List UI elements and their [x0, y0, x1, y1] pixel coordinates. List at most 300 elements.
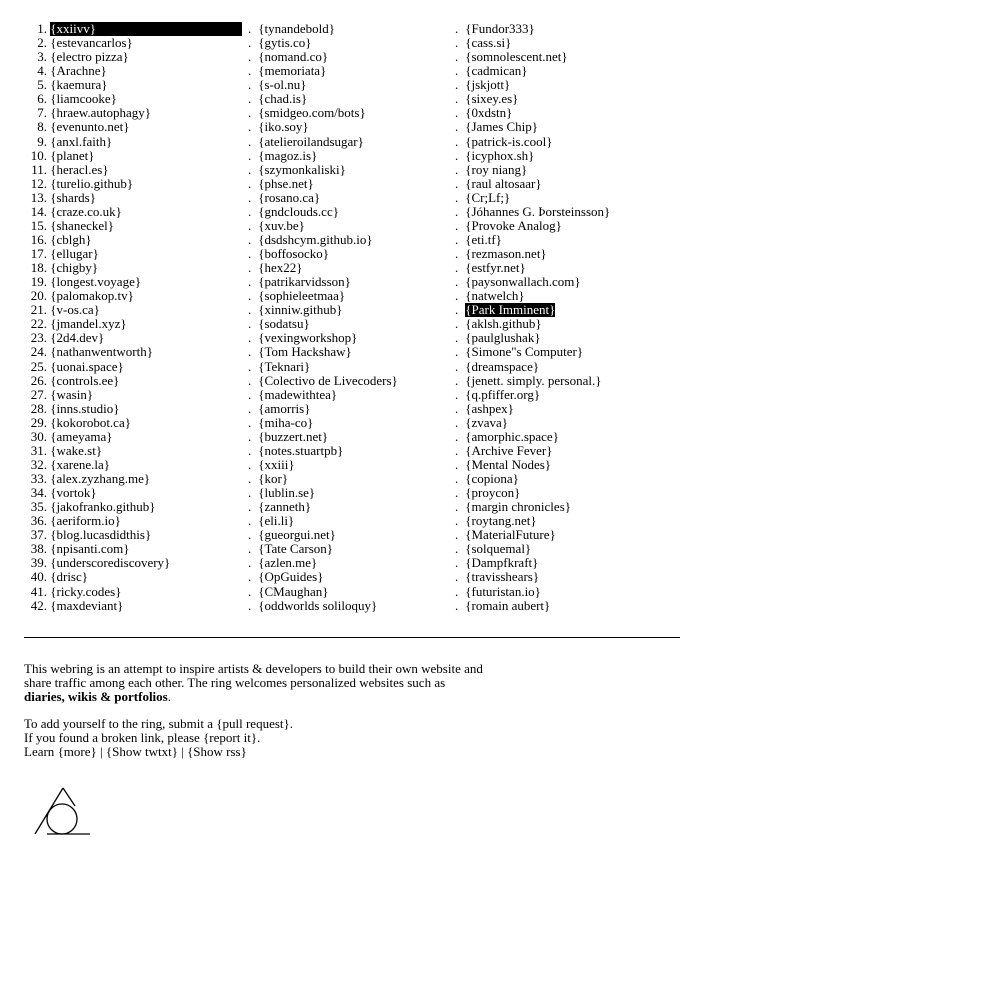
ring-link-travisshears[interactable]: {travisshears} [465, 569, 540, 585]
ring-entry-number: . [455, 428, 459, 444]
ring-entry [455, 430, 680, 444]
ring-link-vortok[interactable]: {vortok} [50, 485, 97, 501]
ring-link-provoke-analog[interactable]: {Provoke Analog} [465, 217, 562, 233]
ring-entry [455, 22, 680, 36]
ring-entry-number: 20. [30, 288, 47, 304]
ring-entry [24, 275, 242, 289]
ring-entry [455, 233, 680, 247]
ring-link-azlen-me[interactable]: {azlen.me} [258, 555, 318, 571]
ring-link-palomakop-tv[interactable]: {palomakop.tv} [50, 288, 134, 304]
ring-entry-number: 4. [37, 63, 47, 79]
ring-link-icyphox-sh[interactable]: {icyphox.sh} [465, 147, 535, 163]
ring-link-heracl-es[interactable]: {heracl.es} [50, 161, 109, 177]
ring-entry [248, 500, 448, 514]
ring-entry [24, 50, 242, 64]
ring-link-nathanwentworth[interactable]: {nathanwentworth} [50, 344, 153, 360]
ring-entry-number: . [248, 105, 252, 121]
ring-link-lublin-se[interactable]: {lublin.se} [258, 485, 316, 501]
ring-entry [24, 345, 242, 359]
ring-entry [248, 106, 448, 120]
ring-link-teknari[interactable]: {Teknari} [258, 358, 311, 374]
webring-logo-icon [33, 786, 93, 842]
ring-entry-number: . [248, 400, 252, 416]
ring-entry-number: . [455, 21, 459, 36]
ring-link-opguides[interactable]: {OpGuides} [258, 569, 324, 585]
ring-link-solquemal[interactable]: {solquemal} [465, 541, 532, 557]
ring-link-raul-altosaar[interactable]: {raul altosaar} [465, 175, 542, 191]
show-twtxt-link[interactable]: {Show twtxt} [105, 744, 178, 759]
ring-entry-number: . [455, 77, 459, 93]
ring-entry-number: . [455, 372, 459, 388]
ring-link-dreamspace[interactable]: {dreamspace} [465, 358, 540, 374]
ring-entry-number: . [248, 456, 252, 472]
ring-entry [455, 585, 680, 599]
ring-entry-number: . [248, 555, 252, 571]
ring-entry [24, 261, 242, 275]
ring-entry [24, 472, 242, 486]
ring-link-rosano-ca[interactable]: {rosano.ca} [258, 189, 321, 205]
ring-entry-number: 28. [30, 400, 47, 416]
ring-link-xinniw-github[interactable]: {xinniw.github} [258, 302, 343, 318]
ring-link-ricky-codes[interactable]: {ricky.codes} [50, 583, 122, 599]
ring-entry [24, 402, 242, 416]
ring-entry [248, 78, 448, 92]
ring-entry [248, 36, 448, 50]
ring-entry [248, 149, 448, 163]
ring-link-kokorobot-ca[interactable]: {kokorobot.ca} [50, 414, 131, 430]
ring-entry-number: . [455, 400, 459, 416]
ring-entry-number: . [455, 288, 459, 304]
ring-entry [24, 78, 242, 92]
ring-entry-number: . [455, 386, 459, 402]
ring-link-futuristan-io[interactable]: {futuristan.io} [465, 583, 541, 599]
ring-entry-number: 2. [37, 35, 47, 51]
ring-entry-number: 41. [30, 583, 47, 599]
ring-link-margin-chronicles[interactable]: {margin chronicles} [465, 499, 571, 515]
ring-link-estfyr-net[interactable]: {estfyr.net} [465, 260, 526, 276]
ring-entry-number: . [248, 442, 252, 458]
ring-link-alex-zyzhang-me[interactable]: {alex.zyzhang.me} [50, 471, 151, 486]
ring-link-cblgh[interactable]: {cblgh} [50, 231, 92, 247]
ring-entry-number: 5. [37, 77, 47, 93]
ring-link-paulglushak[interactable]: {paulglushak} [465, 330, 541, 346]
ring-entry-number: 7. [37, 105, 47, 121]
ring-entry-number: . [455, 527, 459, 543]
ring-link-somnolescent-net[interactable]: {somnolescent.net} [465, 49, 568, 65]
ring-link-xxiivv[interactable]: {xxiivv} [50, 22, 242, 36]
ring-link-rezmason-net[interactable]: {rezmason.net} [465, 246, 547, 261]
ring-entry [455, 261, 680, 275]
ring-link-zvava[interactable]: {zvava} [465, 414, 509, 430]
ring-link-gueorgui-net[interactable]: {gueorgui.net} [258, 527, 336, 543]
ring-link-hex22[interactable]: {hex22} [258, 260, 303, 276]
ring-entry-number: . [455, 133, 459, 149]
ring-link-patrick-is-cool[interactable]: {patrick-is.cool} [465, 133, 553, 149]
ring-link-materialfuture[interactable]: {MaterialFuture} [465, 527, 556, 543]
ring-entry [248, 458, 448, 472]
ring-entry-number: . [455, 147, 459, 163]
report-it-link[interactable]: {report it} [203, 730, 258, 745]
ring-entry [248, 585, 448, 599]
ring-entry-number: . [248, 358, 252, 374]
ring-link-magoz-is[interactable]: {magoz.is} [258, 147, 318, 163]
ring-link-uonai-space[interactable]: {uonai.space} [50, 358, 124, 374]
ring-link-electro-pizza[interactable]: {electro pizza} [50, 49, 129, 65]
ring-entry [24, 219, 242, 233]
ring-link-eti-tf[interactable]: {eti.tf} [465, 231, 502, 247]
ring-link-xuv-be[interactable]: {xuv.be} [258, 217, 305, 233]
ring-entry-number: . [248, 499, 252, 515]
show-rss-link[interactable]: {Show rss} [187, 744, 247, 759]
ring-entry [24, 556, 242, 570]
ring-link-james-chip[interactable]: {James Chip} [465, 119, 539, 135]
ring-entry [455, 219, 680, 233]
divider [24, 637, 680, 638]
broken-text: If you found a broken link, please [24, 730, 204, 745]
ring-link-blog-lucasdidthis[interactable]: {blog.lucasdidthis} [50, 527, 152, 543]
ring-entry-number: . [248, 372, 252, 388]
ring-entry [24, 528, 242, 542]
ring-link-tynandebold[interactable]: {tynandebold} [258, 21, 335, 36]
ring-link-simone-s-computer[interactable]: {Simone"s Computer} [465, 344, 584, 360]
ring-entry [248, 416, 448, 430]
ring-link-jenett-simply-personal[interactable]: {jenett. simply. personal.} [465, 372, 602, 388]
ring-link-park-imminent[interactable]: {Park Imminent} [465, 302, 556, 318]
ring-entry-number: . [455, 49, 459, 65]
ring-entry [455, 416, 680, 430]
ring-entry-number: . [248, 147, 252, 163]
ring-entry-number: 35. [30, 499, 47, 515]
ring-entry-number: . [455, 119, 459, 135]
ring-link-gndclouds-cc[interactable]: {gndclouds.cc} [258, 203, 339, 219]
ring-link-dsdshcym-github-io[interactable]: {dsdshcym.github.io} [258, 231, 373, 247]
ring-entry [248, 261, 448, 275]
ring-link-jakofranko-github[interactable]: {jakofranko.github} [50, 499, 156, 515]
ring-entry [248, 374, 448, 388]
ring-link-2d4-dev[interactable]: {2d4.dev} [50, 330, 105, 346]
ring-link-turelio-github[interactable]: {turelio.github} [50, 175, 134, 191]
ring-entry [455, 331, 680, 345]
ring-entry-number: 34. [30, 485, 47, 501]
ring-column-2 [248, 22, 448, 613]
ring-link-atelieroilandsugar[interactable]: {atelieroilandsugar} [258, 133, 364, 149]
ring-entry-number: 29. [30, 414, 47, 430]
ring-entry [248, 570, 448, 584]
ring-link-nomand-co[interactable]: {nomand.co} [258, 49, 329, 65]
ring-link-aklsh-github[interactable]: {aklsh.github} [465, 316, 542, 332]
ring-link-xarene-la[interactable]: {xarene.la} [50, 456, 111, 472]
ring-entry-number: . [248, 161, 252, 177]
ring-link-eli-li[interactable]: {eli.li} [258, 513, 295, 529]
ring-entry [455, 570, 680, 584]
ring-entry [248, 444, 448, 458]
ring-link-s-ol-nu[interactable]: {s-ol.nu} [258, 77, 307, 93]
ring-entry-number: . [455, 302, 459, 318]
ring-link-miha-co[interactable]: {miha-co} [258, 414, 314, 430]
ring-entry [24, 388, 242, 402]
ring-entry-number: 30. [30, 428, 47, 444]
ring-entry [248, 191, 448, 205]
ring-entry [24, 247, 242, 261]
ring-entry-number: 33. [30, 471, 47, 486]
ring-entry [248, 528, 448, 542]
ring-entry-number: . [248, 63, 252, 79]
ring-entry-number: . [248, 569, 252, 585]
ring-link-tom-hackshaw[interactable]: {Tom Hackshaw} [258, 344, 352, 360]
ring-entry-number: 21. [30, 302, 47, 318]
ring-link-shaneckel[interactable]: {shaneckel} [50, 217, 114, 233]
ring-entry-number: . [248, 189, 252, 205]
ring-entry [24, 289, 242, 303]
ring-link-sixey-es[interactable]: {sixey.es} [465, 91, 519, 107]
ring-entry [455, 317, 680, 331]
ring-entry-number: 19. [30, 274, 47, 290]
ring-entry [455, 458, 680, 472]
ring-entry [24, 303, 242, 317]
ring-column-1 [24, 22, 242, 613]
ring-link-zanneth[interactable]: {zanneth} [258, 499, 312, 515]
ring-entry [24, 458, 242, 472]
ring-entry [24, 500, 242, 514]
ring-link-copiona[interactable]: {copiona} [465, 471, 519, 486]
ring-entry-number: 36. [30, 513, 47, 529]
ring-entry-number: 17. [30, 246, 47, 261]
ring-entry-number: 22. [30, 316, 47, 332]
ring-link-inns-studio[interactable]: {inns.studio} [50, 400, 120, 416]
ring-entry [455, 345, 680, 359]
ring-link-0xdstn[interactable]: {0xdstn} [465, 105, 513, 121]
ring-entry [455, 191, 680, 205]
ring-link-cmaughan[interactable]: {CMaughan} [258, 583, 329, 599]
ring-link-chad-is[interactable]: {chad.is} [258, 91, 308, 107]
ring-link-evenunto-net[interactable]: {evenunto.net} [50, 119, 130, 135]
ring-link-q-pfiffer-org[interactable]: {q.pfiffer.org} [465, 386, 541, 402]
ring-link-arachne[interactable]: {Arachne} [50, 63, 107, 79]
ring-link-romain-aubert[interactable]: {romain aubert} [465, 597, 551, 613]
ring-link-oddworlds-soliloquy[interactable]: {oddworlds soliloquy} [258, 597, 378, 613]
ring-entry-number: . [455, 246, 459, 261]
ring-entry-number: 25. [30, 358, 47, 374]
ring-entry-number: . [455, 35, 459, 51]
ring-link-npisanti-com[interactable]: {npisanti.com} [50, 541, 130, 557]
ring-entry-number: . [455, 513, 459, 529]
ring-entry [455, 514, 680, 528]
ring-link-dampfkraft[interactable]: {Dampfkraft} [465, 555, 539, 571]
ring-link-ameyama[interactable]: {ameyama} [50, 428, 113, 444]
ring-link-phse-net[interactable]: {phse.net} [258, 175, 314, 191]
ring-entry-number: . [248, 119, 252, 135]
ring-entry [248, 514, 448, 528]
ring-entry-number: . [455, 161, 459, 177]
ring-link-iko-soy[interactable]: {iko.soy} [258, 119, 309, 135]
ring-entry [455, 374, 680, 388]
ring-entry [455, 64, 680, 78]
ring-entry [248, 430, 448, 444]
ring-entry-number: . [248, 414, 252, 430]
ring-link-boffosocko[interactable]: {boffosocko} [258, 246, 329, 261]
ring-entry-number: . [455, 414, 459, 430]
more-link[interactable]: {more} [57, 744, 97, 759]
ring-link-ellugar[interactable]: {ellugar} [50, 246, 99, 261]
ring-entry [455, 486, 680, 500]
ring-entry-number: . [455, 105, 459, 121]
intro-end: . [167, 689, 171, 704]
ring-link-patrikarvidsson[interactable]: {patrikarvidsson} [258, 274, 351, 290]
ring-entry [24, 331, 242, 345]
ring-link-tate-carson[interactable]: {Tate Carson} [258, 541, 333, 557]
ring-entry [455, 472, 680, 486]
ring-entry-number: . [248, 260, 252, 276]
ring-link-v-os-ca[interactable]: {v-os.ca} [50, 302, 100, 318]
ring-link-aeriform-io[interactable]: {aeriform.io} [50, 513, 121, 529]
learn-text: Learn [24, 744, 58, 759]
ring-link-chigby[interactable]: {chigby} [50, 260, 99, 276]
separator: | [96, 744, 106, 759]
ring-entry [24, 177, 242, 191]
ring-link-colectivo-de-livecoders[interactable]: {Colectivo de Livecoders} [258, 372, 398, 388]
ring-link-amorris[interactable]: {amorris} [258, 400, 311, 416]
add-text: To add yourself to the ring, submit a [24, 716, 217, 731]
ring-link-jmandel-xyz[interactable]: {jmandel.xyz} [50, 316, 127, 332]
ring-entry-number: 3. [37, 49, 47, 65]
ring-link-roy-niang[interactable]: {roy niang} [465, 161, 528, 177]
ring-entry-number: 11. [31, 161, 47, 177]
ring-entry [24, 22, 242, 36]
ring-entry-number: . [455, 231, 459, 247]
ring-link-anxl-faith[interactable]: {anxl.faith} [50, 133, 113, 149]
ring-entry [455, 163, 680, 177]
ring-link-estevancarlos[interactable]: {estevancarlos} [50, 35, 133, 51]
ring-link-kor[interactable]: {kor} [258, 471, 289, 486]
ring-link-j-hannes-g-orsteinsson[interactable]: {Jóhannes G. Þorsteinsson} [465, 203, 611, 219]
ring-entry-number: . [248, 527, 252, 543]
ring-link-wasin[interactable]: {wasin} [50, 386, 94, 402]
ring-link-amorphic-space[interactable]: {amorphic.space} [465, 428, 559, 444]
ring-link-longest-voyage[interactable]: {longest.voyage} [50, 274, 142, 290]
ring-link-liamcooke[interactable]: {liamcooke} [50, 91, 117, 107]
ring-link-szymonkaliski[interactable]: {szymonkaliski} [258, 161, 346, 177]
ring-entry [248, 599, 448, 613]
ring-link-archive-fever[interactable]: {Archive Fever} [465, 442, 553, 458]
ring-entry [248, 163, 448, 177]
ring-entry-number: . [455, 260, 459, 276]
ring-entry [24, 360, 242, 374]
ring-entry [455, 92, 680, 106]
ring-entry [24, 92, 242, 106]
ring-link-mental-nodes[interactable]: {Mental Nodes} [465, 456, 552, 472]
ring-link-memoriata[interactable]: {memoriata} [258, 63, 327, 79]
ring-link-controls-ee[interactable]: {controls.ee} [50, 372, 120, 388]
ring-link-buzzert-net[interactable]: {buzzert.net} [258, 428, 329, 444]
ring-link-vexingworkshop[interactable]: {vexingworkshop} [258, 330, 358, 346]
ring-entry [455, 149, 680, 163]
ring-entry [248, 486, 448, 500]
ring-entry-number: . [248, 91, 252, 107]
ring-entry [24, 486, 242, 500]
ring-link-drisc[interactable]: {drisc} [50, 569, 88, 585]
ring-link-proycon[interactable]: {proycon} [465, 485, 521, 501]
ring-link-hraew-autophagy[interactable]: {hraew.autophagy} [50, 105, 152, 121]
ring-entry [455, 78, 680, 92]
ring-entry-number: . [455, 442, 459, 458]
ring-link-xxiii[interactable]: {xxiii} [258, 456, 295, 472]
ring-link-cadmican[interactable]: {cadmican} [465, 63, 528, 79]
ring-entry [248, 360, 448, 374]
ring-entry [455, 135, 680, 149]
ring-entry-number: . [248, 231, 252, 247]
ring-link-craze-co-uk[interactable]: {craze.co.uk} [50, 203, 122, 219]
ring-entry-number: . [248, 21, 252, 36]
ring-entry-number: . [455, 597, 459, 613]
ring-entry [248, 92, 448, 106]
ring-link-natwelch[interactable]: {natwelch} [465, 288, 525, 304]
ring-entry [248, 331, 448, 345]
ring-entry [24, 374, 242, 388]
ring-entry [248, 317, 448, 331]
ring-entry-number: . [455, 175, 459, 191]
ring-entry-number: . [248, 485, 252, 501]
ring-entry-number: . [248, 274, 252, 290]
ring-link-shards[interactable]: {shards} [50, 189, 96, 205]
ring-link-sodatsu[interactable]: {sodatsu} [258, 316, 310, 332]
ring-entry [248, 289, 448, 303]
ring-entry-number: . [248, 316, 252, 332]
ring-link-notes-stuartpb[interactable]: {notes.stuartpb} [258, 442, 344, 458]
ring-link-planet[interactable]: {planet} [50, 147, 95, 163]
ring-entry [248, 219, 448, 233]
ring-link-roytang-net[interactable]: {roytang.net} [465, 513, 537, 529]
pull-request-link[interactable]: {pull request} [216, 716, 290, 731]
ring-entry-number: . [455, 274, 459, 290]
ring-entry-number: . [455, 499, 459, 515]
ring-link-ashpex[interactable]: {ashpex} [465, 400, 514, 416]
ring-entry-number: . [248, 49, 252, 65]
ring-link-gytis-co[interactable]: {gytis.co} [258, 35, 312, 51]
ring-entry-number: . [455, 569, 459, 585]
ring-entry [24, 191, 242, 205]
ring-entry [455, 402, 680, 416]
ring-entry [248, 135, 448, 149]
ring-link-sophieleetmaa[interactable]: {sophieleetmaa} [258, 288, 346, 304]
ring-entry-number: 27. [30, 386, 47, 402]
ring-entry [248, 64, 448, 78]
intro-text: This webring is an attempt to inspire artists & developers to build their own website and share traffic among each other. The ring welcomes personalized websites such as [24, 661, 483, 690]
ring-link-fundor333[interactable]: {Fundor333} [465, 21, 535, 36]
ring-entry [455, 500, 680, 514]
ring-link-cass-si[interactable]: {cass.si} [465, 35, 512, 51]
ring-link-jskjott[interactable]: {jskjott} [465, 77, 511, 93]
ring-entry [455, 360, 680, 374]
ring-entry-number: 38. [30, 541, 47, 557]
ring-link-paysonwallach-com[interactable]: {paysonwallach.com} [465, 274, 581, 290]
ring-link-kaemura[interactable]: {kaemura} [50, 77, 108, 93]
ring-link-maxdeviant[interactable]: {maxdeviant} [50, 597, 124, 613]
ring-column-3 [455, 22, 680, 613]
ring-entry-number: 14. [30, 203, 47, 219]
intro-paragraph [24, 662, 484, 704]
ring-entry [248, 472, 448, 486]
ring-entry-number: . [455, 456, 459, 472]
ring-link-underscorediscovery[interactable]: {underscorediscovery} [50, 555, 171, 571]
ring-link-wake-st[interactable]: {wake.st} [50, 442, 103, 458]
ring-link-madewithtea[interactable]: {madewithtea} [258, 386, 338, 402]
ring-entry [248, 402, 448, 416]
ring-link-cr-lf[interactable]: {Cr;Lf;} [465, 189, 511, 205]
ring-entry-number: . [248, 583, 252, 599]
ring-entry [24, 430, 242, 444]
ring-link-smidgeo-com-bots[interactable]: {smidgeo.com/bots} [258, 105, 366, 121]
ring-entry-number: 6. [37, 91, 47, 107]
